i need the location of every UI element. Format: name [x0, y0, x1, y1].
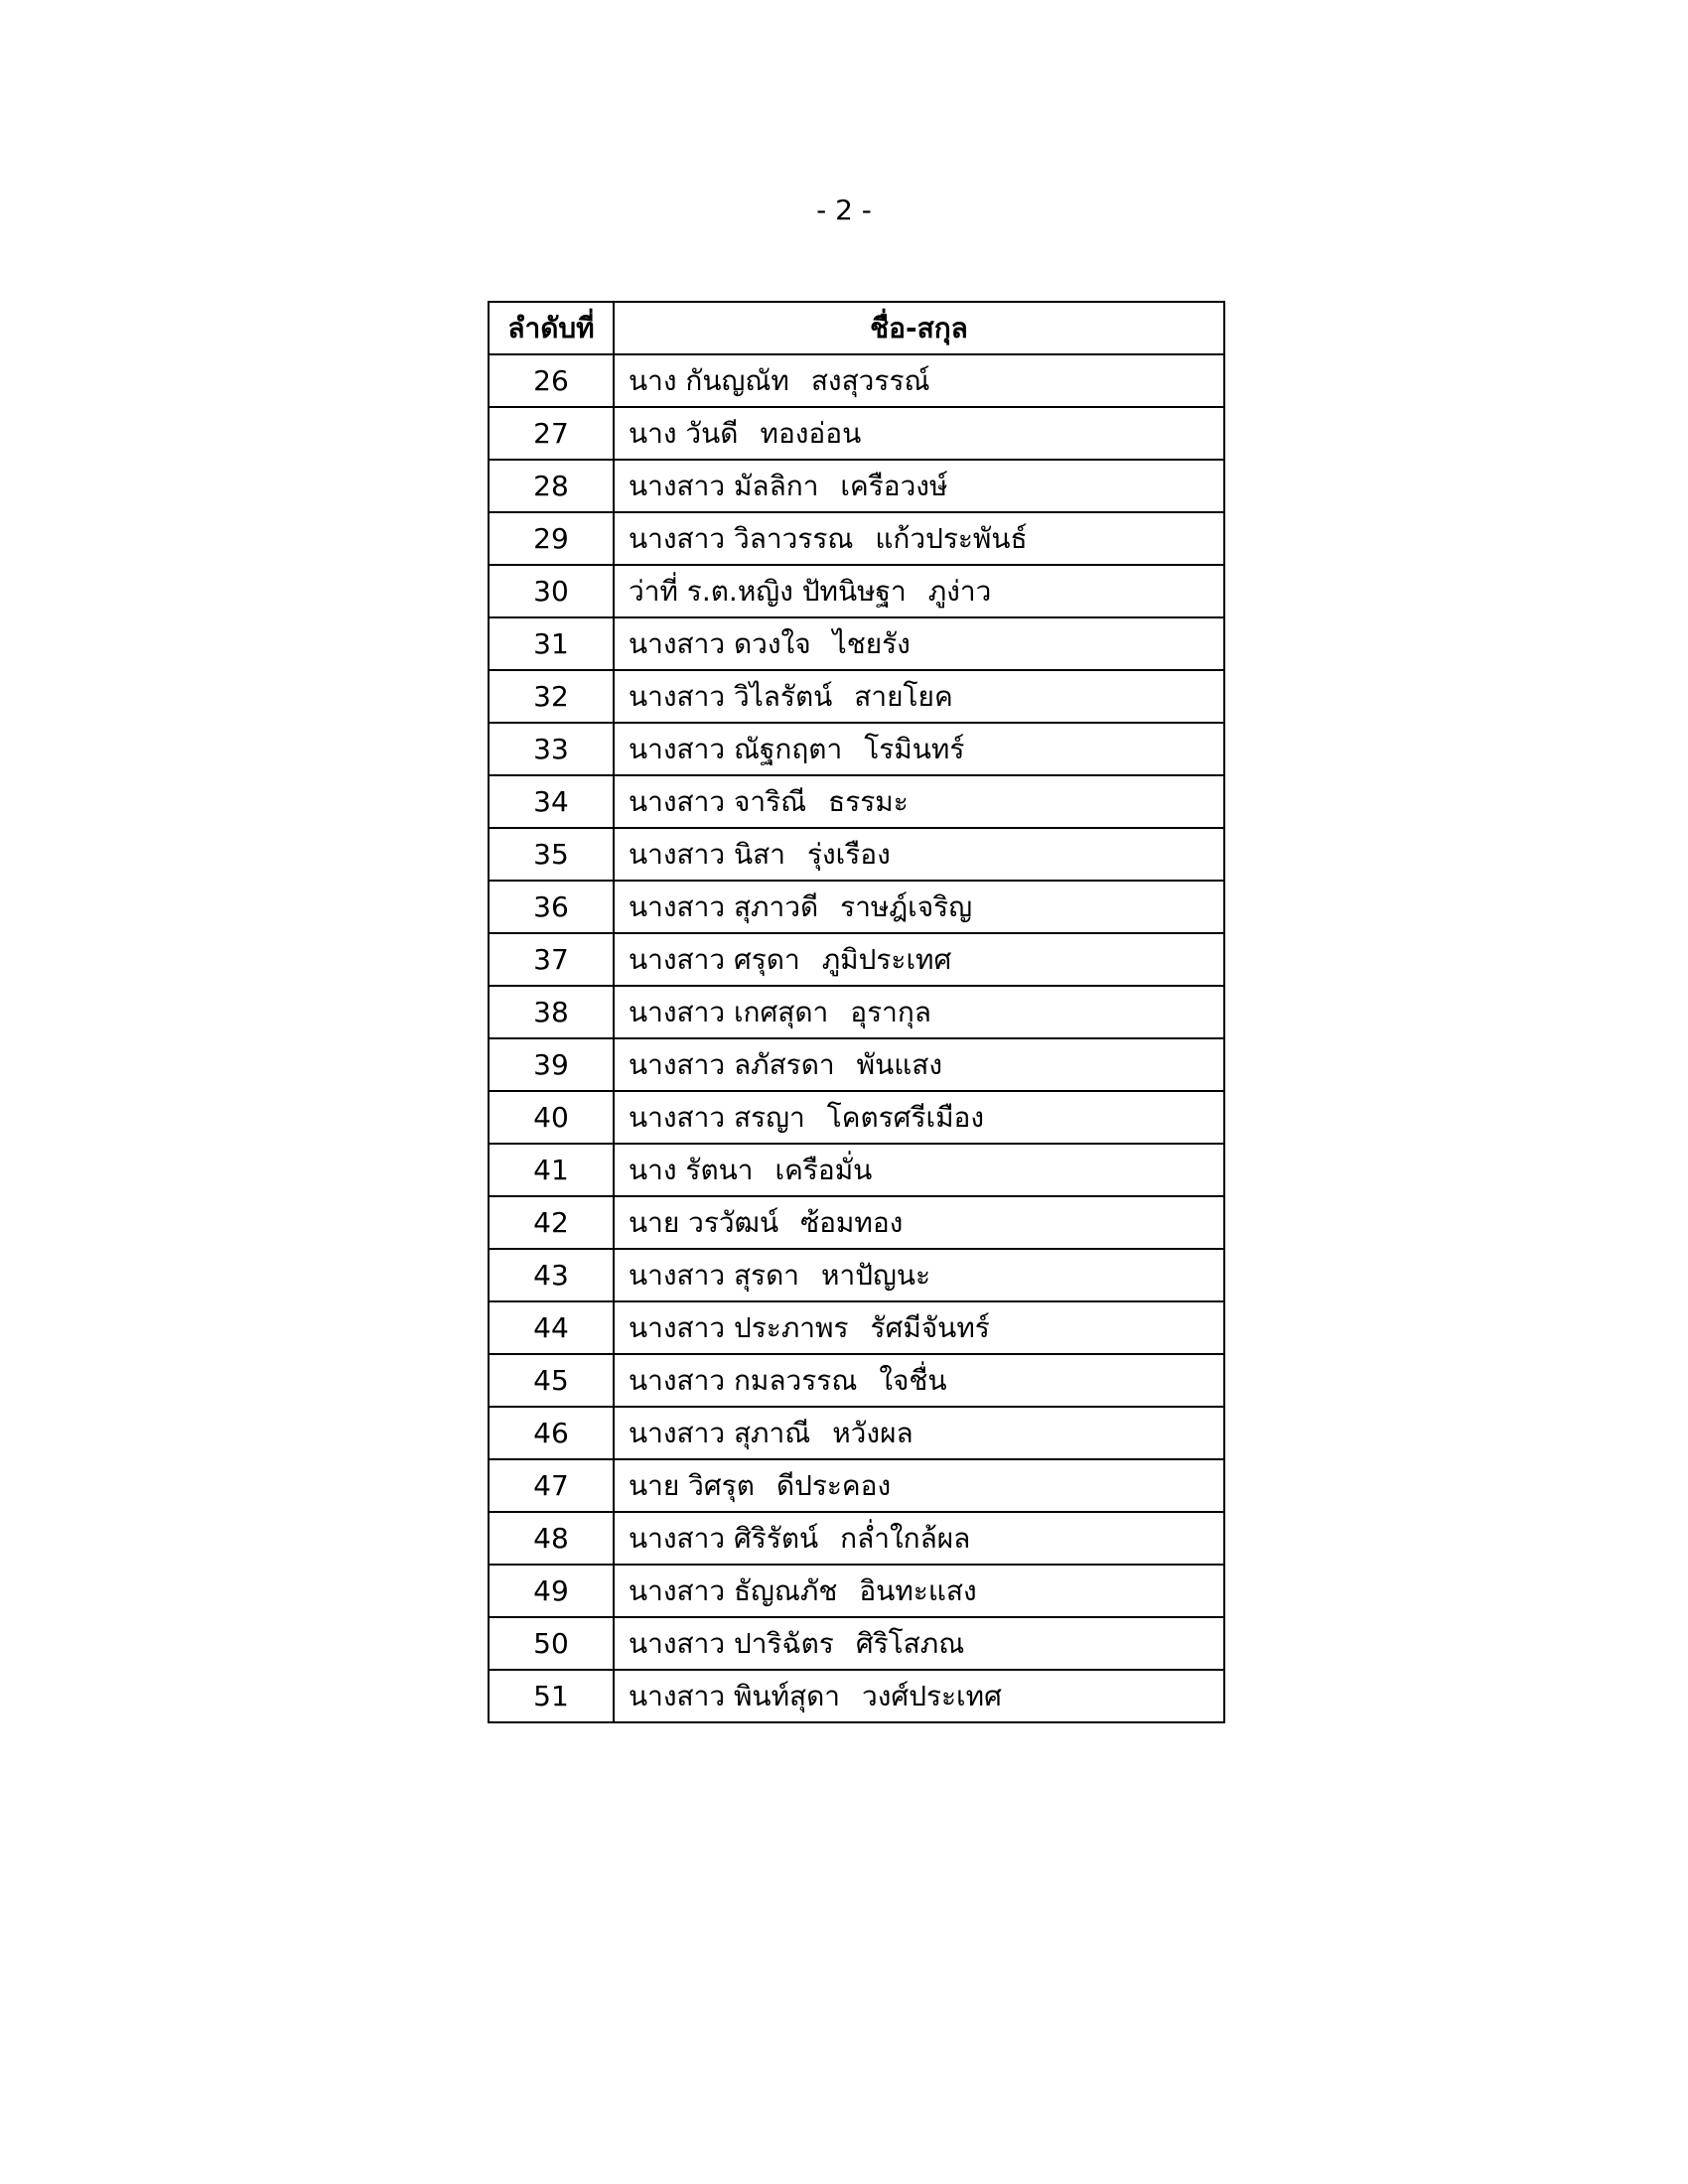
first-name: นางสาว ลภัสรดา — [629, 1047, 835, 1081]
row-number: 32 — [489, 670, 614, 723]
row-number: 38 — [489, 986, 614, 1038]
first-name: นางสาว ดวงใจ — [629, 626, 811, 660]
row-number: 50 — [489, 1617, 614, 1670]
row-name — [614, 1354, 1224, 1407]
first-name: นาง รัตนา — [629, 1153, 754, 1186]
row-name — [614, 1196, 1224, 1249]
first-name: นางสาว นิสา — [629, 837, 785, 871]
first-name: นางสาว สรญา — [629, 1100, 805, 1134]
table-row — [489, 617, 1224, 670]
last-name: แก้วประพันธ์ — [875, 521, 1028, 555]
row-name — [614, 1407, 1224, 1459]
row-name — [614, 670, 1224, 723]
table-row — [489, 1249, 1224, 1301]
table-row — [489, 723, 1224, 775]
row-name — [614, 354, 1224, 407]
last-name: รัศมีจันทร์ — [870, 1310, 990, 1344]
row-number: 29 — [489, 512, 614, 565]
table-row — [489, 1144, 1224, 1196]
table-row — [489, 1407, 1224, 1459]
row-number: 40 — [489, 1091, 614, 1144]
row-number: 33 — [489, 723, 614, 775]
first-name: นางสาว ธัญณภัช — [629, 1573, 838, 1607]
row-name — [614, 1459, 1224, 1512]
row-number: 34 — [489, 775, 614, 828]
row-name — [614, 407, 1224, 460]
first-name: นางสาว จาริณี — [629, 784, 807, 818]
column-header-name: ชื่อ-สกุล — [614, 302, 1224, 354]
row-name — [614, 617, 1224, 670]
table-row — [489, 1459, 1224, 1512]
last-name: ใจชื่น — [879, 1363, 947, 1397]
last-name: พันแสง — [856, 1047, 943, 1081]
table-row — [489, 1038, 1224, 1091]
row-number: 41 — [489, 1144, 614, 1196]
row-number: 27 — [489, 407, 614, 460]
first-name: นาย วรวัฒน์ — [629, 1205, 779, 1239]
row-name — [614, 1670, 1224, 1722]
last-name: หาปัญนะ — [821, 1258, 931, 1292]
first-name: นาง วันดี — [629, 416, 739, 450]
first-name: นางสาว ปาริฉัตร — [629, 1626, 834, 1660]
first-name: นางสาว สุรดา — [629, 1258, 800, 1292]
row-name — [614, 933, 1224, 986]
row-name — [614, 723, 1224, 775]
table-header-row — [489, 302, 1224, 354]
table-row — [489, 1354, 1224, 1407]
row-name — [614, 828, 1224, 881]
row-number: 46 — [489, 1407, 614, 1459]
row-number: 48 — [489, 1512, 614, 1565]
row-number: 51 — [489, 1670, 614, 1722]
last-name: อุรากุล — [850, 995, 931, 1028]
first-name: นางสาว วิลาวรรณ — [629, 521, 854, 555]
table-row — [489, 933, 1224, 986]
first-name: นาย วิศรุต — [629, 1468, 755, 1502]
row-name — [614, 1038, 1224, 1091]
last-name: ทองอ่อน — [760, 416, 862, 450]
last-name: ดีประคอง — [775, 1468, 892, 1502]
table-row — [489, 775, 1224, 828]
last-name: ศิริโสภณ — [855, 1626, 965, 1660]
table-row — [489, 670, 1224, 723]
row-number: 49 — [489, 1565, 614, 1617]
row-number: 37 — [489, 933, 614, 986]
row-number: 44 — [489, 1301, 614, 1354]
row-name — [614, 986, 1224, 1038]
first-name: นางสาว ณัฐกฤตา — [629, 732, 843, 765]
table-row — [489, 828, 1224, 881]
column-header-number: ลำดับที่ — [489, 302, 614, 354]
row-name — [614, 881, 1224, 933]
last-name: สงสุวรรณ์ — [810, 363, 930, 397]
row-name — [614, 512, 1224, 565]
row-number: 42 — [489, 1196, 614, 1249]
first-name: นาง กันญณัท — [629, 363, 789, 397]
row-number: 28 — [489, 460, 614, 512]
table-row — [489, 1565, 1224, 1617]
last-name: ซ้อมทอง — [800, 1205, 904, 1239]
last-name: โคตรศรีเมือง — [826, 1100, 985, 1134]
last-name: ธรรมะ — [828, 784, 909, 818]
table-row — [489, 1512, 1224, 1565]
table-row — [489, 354, 1224, 407]
last-name: หวังผล — [832, 1416, 914, 1449]
table-body — [489, 354, 1224, 1722]
table-row — [489, 1301, 1224, 1354]
row-name — [614, 775, 1224, 828]
table-row — [489, 512, 1224, 565]
row-number: 36 — [489, 881, 614, 933]
row-name — [614, 1144, 1224, 1196]
row-number: 30 — [489, 565, 614, 617]
last-name: เครือมั่น — [774, 1153, 873, 1186]
table-row — [489, 1670, 1224, 1722]
last-name: อินทะแสง — [859, 1573, 977, 1607]
table-row — [489, 407, 1224, 460]
row-name — [614, 565, 1224, 617]
table-row — [489, 986, 1224, 1038]
row-number: 39 — [489, 1038, 614, 1091]
page-number: - 2 - — [816, 194, 872, 226]
first-name: ว่าที่ ร.ต.หญิง ปัทนิษฐา — [629, 574, 907, 608]
table-row — [489, 565, 1224, 617]
last-name: ไชยรัง — [832, 626, 911, 660]
table-row — [489, 881, 1224, 933]
row-number: 31 — [489, 617, 614, 670]
table-row — [489, 1196, 1224, 1249]
row-number: 45 — [489, 1354, 614, 1407]
first-name: นางสาว ศรุดา — [629, 942, 800, 976]
last-name: วงศ์ประเทศ — [862, 1679, 1002, 1712]
first-name: นางสาว สุภาณี — [629, 1416, 811, 1449]
last-name: เครือวงษ์ — [840, 469, 948, 502]
row-name — [614, 1617, 1224, 1670]
last-name: ภูมิประเทศ — [821, 942, 952, 976]
row-number: 47 — [489, 1459, 614, 1512]
row-name — [614, 1249, 1224, 1301]
first-name: นางสาว เกศสุดา — [629, 995, 829, 1028]
first-name: นางสาว กมลวรรณ — [629, 1363, 858, 1397]
last-name: กล่ำใกล้ผล — [840, 1521, 971, 1555]
first-name: นางสาว ประภาพร — [629, 1310, 849, 1344]
first-name: นางสาว พินท์สุดา — [629, 1679, 841, 1712]
last-name: ราษฎ์เจริญ — [840, 889, 973, 923]
row-name — [614, 460, 1224, 512]
table-row — [489, 1091, 1224, 1144]
row-name — [614, 1512, 1224, 1565]
last-name: รุ่งเรือง — [806, 837, 891, 871]
row-name — [614, 1301, 1224, 1354]
first-name: นางสาว วิไลรัตน์ — [629, 679, 833, 713]
first-name: นางสาว มัลลิกา — [629, 469, 819, 502]
first-name: นางสาว สุภาวดี — [629, 889, 819, 923]
last-name: สายโยค — [854, 679, 953, 713]
row-number: 43 — [489, 1249, 614, 1301]
name-list-table — [488, 301, 1225, 1723]
row-number: 26 — [489, 354, 614, 407]
row-name — [614, 1565, 1224, 1617]
table-row — [489, 460, 1224, 512]
table-row — [489, 1617, 1224, 1670]
last-name: โรมินทร์ — [864, 732, 965, 765]
row-number: 35 — [489, 828, 614, 881]
row-name — [614, 1091, 1224, 1144]
last-name: ภูง่าว — [927, 574, 992, 608]
first-name: นางสาว ศิริรัตน์ — [629, 1521, 819, 1555]
